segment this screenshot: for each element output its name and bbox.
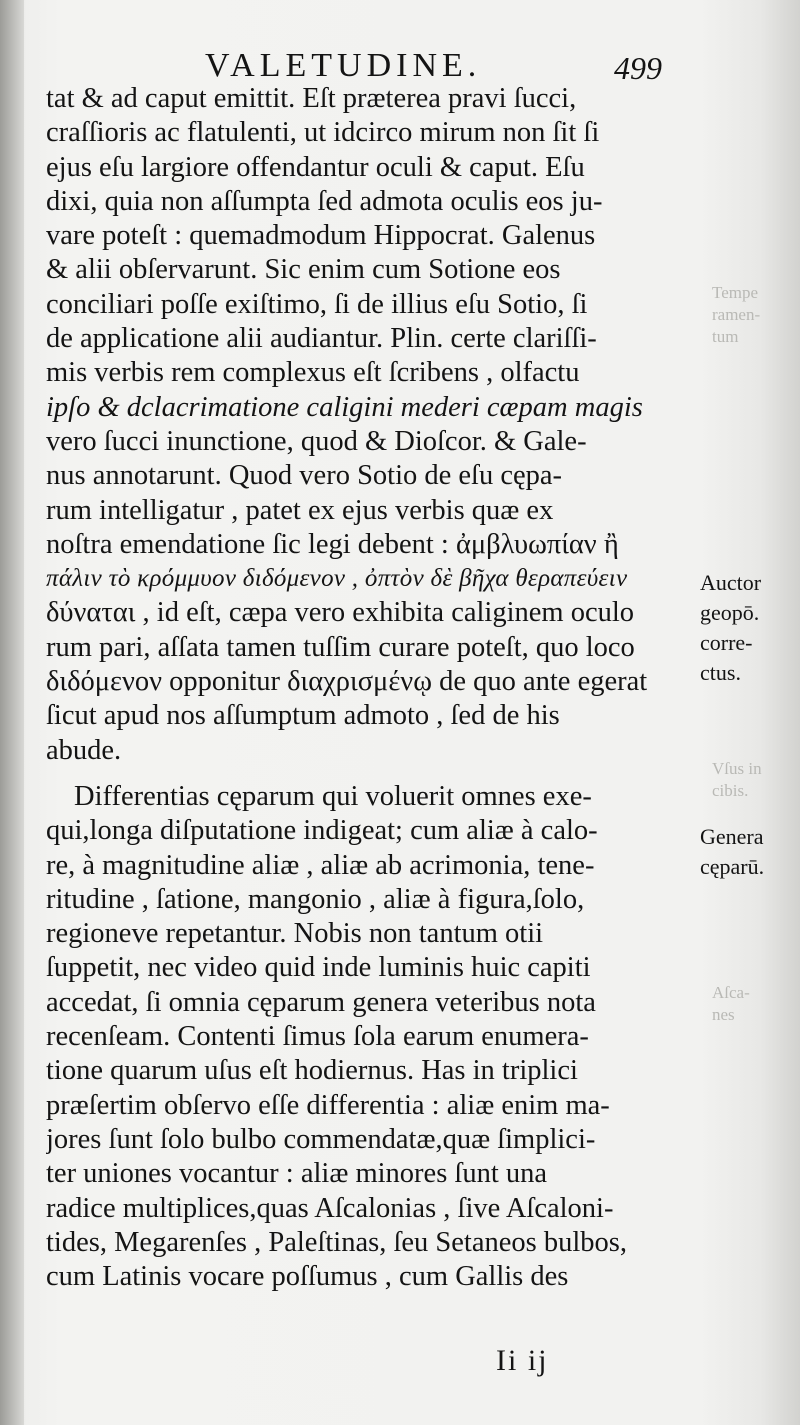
- text-line: δύναται , id eſt, cæpa vero exhibita caliginem oculo: [46, 597, 635, 629]
- text-line: cum Latinis vocare poſſumus , cum Gallis des: [46, 1261, 569, 1293]
- text-line: de applicatione alii audiantur. Plin. certe clariſſi-: [46, 323, 597, 355]
- text-line: Differentias cęparum qui voluerit omnes exe-: [74, 780, 592, 812]
- text-line: tat & ad caput emittit. Eſt præterea pravi ſucci,: [46, 83, 577, 114]
- greek-text-line: πάλιν τὸ κρόμμυον διδόμενον , ὀπτὸν δὲ βῆχα θεραπεύειν: [46, 565, 628, 593]
- text-line: rum intelligatur , patet ex ejus verbis quæ ex: [46, 494, 554, 526]
- bleed-through-note-tempo: [712, 282, 800, 348]
- text-line: & alii obſervarunt. Sic enim cum Sotione eos: [46, 254, 561, 286]
- bleed-through-word: nes: [712, 1005, 735, 1024]
- margin-note-line: Genera: [700, 824, 764, 849]
- bleed-through-word: tum: [712, 327, 739, 346]
- bleed-through-note-alter: [712, 982, 800, 1026]
- main-text-block: [46, 82, 690, 1294]
- text-line: qui,longa diſputatione indigeat; cum aliæ à calo-: [46, 815, 598, 847]
- text-line: ritudine , ſatione, mangonio , aliæ à figura,ſolo,: [46, 883, 585, 915]
- bleed-through-note-visus: [712, 758, 800, 802]
- margin-note-line: geopō.: [700, 600, 760, 625]
- text-line: præſertim obſervo eſſe differentia : aliæ enim ma-: [46, 1089, 610, 1121]
- text-line: radice multiplices,quas Aſcalonias , ſive Aſcaloni-: [46, 1192, 614, 1224]
- text-line: ejus eſu largiore offendantur oculi & caput. Eſu: [46, 151, 585, 183]
- text-line: dixi, quia non aſſumpta ſed admota oculis eos ju-: [46, 185, 603, 217]
- text-line: regioneve repetantur. Nobis non tantum otii: [46, 918, 544, 950]
- running-title: VALETUDINE.: [205, 47, 482, 84]
- bleed-through-word: Vſus in: [712, 759, 762, 778]
- text-line: rum pari, aſſata tamen tuſſim curare poteſt, quo loco: [46, 631, 635, 663]
- margin-note-line: cęparū.: [700, 854, 765, 879]
- text-line: διδόμενον opponitur διαχρισμένῳ de quo ante egerat: [46, 666, 648, 698]
- page-gutter-shadow: [0, 0, 24, 1425]
- text-line: noſtra emendatione ſic legi debent : ἀμβλυωπίαν ἢ: [46, 528, 619, 560]
- text-line: tides, Megarenſes , Paleſtinas, ſeu Setaneos bulbos,: [46, 1226, 627, 1258]
- margin-note-auctor: [700, 568, 795, 688]
- text-line: craſſioris ac flatulenti, ut idcirco mirum non ſit ſi: [46, 117, 600, 149]
- text-line: re, à magnitudine aliæ , aliæ ab acrimonia, tene-: [46, 849, 595, 881]
- bleed-through-word: Tempe: [712, 283, 759, 302]
- text-line: conciliari poſſe exiſtimo, ſi de illius eſu Sotio, ſi: [46, 288, 588, 320]
- text-line: tione quarum uſus eſt hodiernus. Has in triplici: [46, 1055, 578, 1087]
- margin-note-line: corre-: [700, 630, 753, 655]
- margin-note-genera: [700, 822, 795, 882]
- paragraph-gap: [46, 768, 690, 780]
- text-line: vero ſucci inunctione, quod & Dioſcor. & Gale-: [46, 425, 587, 457]
- text-line: accedat, ſi omnia cęparum genera veteribus nota: [46, 986, 596, 1018]
- text-line: vare poteſt : quemadmodum Hippocrat. Galenus: [46, 220, 596, 252]
- bleed-through-word: Aſca-: [712, 983, 750, 1002]
- text-line: nus annotarunt. Quod vero Sotio de eſu cępa-: [46, 460, 563, 492]
- text-line: abude.: [46, 734, 122, 766]
- text-line: ſicut apud nos aſſumptum admoto , ſed de his: [46, 700, 560, 732]
- text-line: ipſo & dclacrimatione caligini mederi cæpam magis: [46, 391, 643, 423]
- bleed-through-word: ramen-: [712, 305, 761, 324]
- text-line: ſuppetit, nec video quid inde luminis huic capiti: [46, 952, 591, 984]
- margin-note-line: Auctor: [700, 570, 762, 595]
- margin-note-line: ctus.: [700, 660, 741, 685]
- signature-mark: Ii ij: [496, 1344, 549, 1377]
- page-number: 499: [614, 50, 662, 86]
- text-line: ter uniones vocantur : aliæ minores ſunt una: [46, 1158, 548, 1190]
- text-line: jores ſunt ſolo bulbo commendatæ,quæ ſimplici-: [46, 1123, 596, 1155]
- text-line: mis verbis rem complexus eſt ſcribens , olfactu: [46, 357, 580, 389]
- text-line: recenſeam. Contenti ſimus ſola earum enumera-: [46, 1021, 589, 1053]
- bleed-through-word: cibis.: [712, 781, 749, 800]
